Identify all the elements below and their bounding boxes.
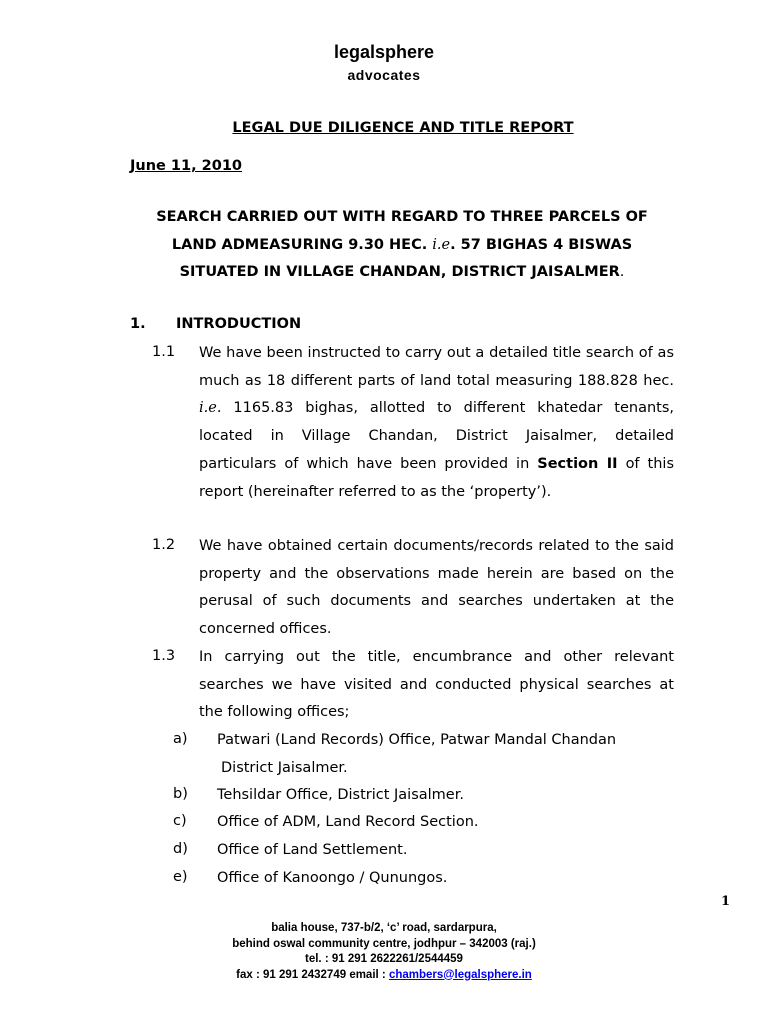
office-marker-d: d) <box>173 841 188 857</box>
report-title: LEGAL DUE DILIGENCE AND TITLE REPORT <box>232 120 574 136</box>
subject-line-3b: . <box>619 264 625 280</box>
footer-address <box>0 921 768 983</box>
paragraph-number-1-3: 1.3 <box>152 648 176 664</box>
report-date: June 11, 2010 <box>130 158 243 174</box>
firm-name: legalsphere <box>333 42 435 62</box>
office-item-e: Office of Kanoongo / Qunungos. <box>217 870 448 886</box>
subject-line-1: SEARCH CARRIED OUT WITH REGARD TO THREE PARCELS OF <box>156 209 648 225</box>
office-item-b: Tehsildar Office, District Jaisalmer. <box>217 787 464 803</box>
paragraph-number-1-2: 1.2 <box>152 537 176 553</box>
paragraph-1-1-text-b: 1165.83 bighas, allotted to different khatedar tenants, located in Village Chandan, District Jaisalmer, detailed particulars of which have been provided in <box>199 400 675 472</box>
firm-subtitle: advocates <box>347 67 421 83</box>
report-subject <box>130 204 674 287</box>
footer-line-4 <box>0 968 768 984</box>
office-item-a-cont: District Jaisalmer. <box>221 759 348 776</box>
subject-line-2b: . 57 BIGHAS 4 BISWAS <box>450 236 633 253</box>
office-marker-c: c) <box>173 813 187 829</box>
paragraph-1-2: We have obtained certain documents/records related to the said property and the observations made herein are based on the perusal of such documents and searches undertaken at the concerned offices. <box>199 538 674 638</box>
office-item-a <box>217 727 674 782</box>
subject-ie: i.e <box>432 236 451 253</box>
section-title: INTRODUCTION <box>176 316 302 332</box>
footer-line-3: tel. : 91 291 2622261/2544459 <box>305 953 463 965</box>
office-item-c: Office of ADM, Land Record Section. <box>217 814 479 830</box>
page-number: 1 <box>721 894 731 909</box>
subject-line-2a: LAND ADMEASURING 9.30 HEC. <box>171 236 428 253</box>
footer-line-1: balia house, 737-b/2, ‘c’ road, sardarpura, <box>271 922 497 934</box>
section-ii-reference: Section II <box>537 455 618 472</box>
paragraph-1-3: In carrying out the title, encumbrance and other relevant searches we have visited and conducted physical searches at the following offices; <box>199 649 674 721</box>
paragraph-1-1-text-a: We have been instructed to carry out a detailed title search of as much as 18 different parts of land total measuring 188.828 hec. <box>199 345 674 389</box>
footer-line-2: behind oswal community centre, jodhpur – 342003 (raj.) <box>232 937 536 950</box>
office-item-d: Office of Land Settlement. <box>217 842 408 858</box>
subject-line-3a: SITUATED IN VILLAGE CHANDAN, DISTRICT JAISALMER <box>179 264 620 280</box>
paragraph-1-1 <box>199 340 674 506</box>
footer-fax-email-label: fax : 91 291 2432749 email : <box>236 968 386 981</box>
office-marker-a: a) <box>173 731 188 747</box>
section-number: 1. <box>130 316 146 332</box>
office-marker-e: e) <box>173 869 188 885</box>
paragraph-1-1-ie: i.e. <box>199 400 222 417</box>
office-item-a-text: Patwari (Land Records) Office, Patwar Mandal Chandan <box>217 732 617 748</box>
office-marker-b: b) <box>173 786 188 802</box>
paragraph-number-1-1: 1.1 <box>152 344 176 360</box>
paragraph-1-1-text-c: of this report (hereinafter referred to as the ‘property’). <box>199 455 674 500</box>
email-link[interactable]: chambers@legalsphere.in <box>388 968 532 981</box>
